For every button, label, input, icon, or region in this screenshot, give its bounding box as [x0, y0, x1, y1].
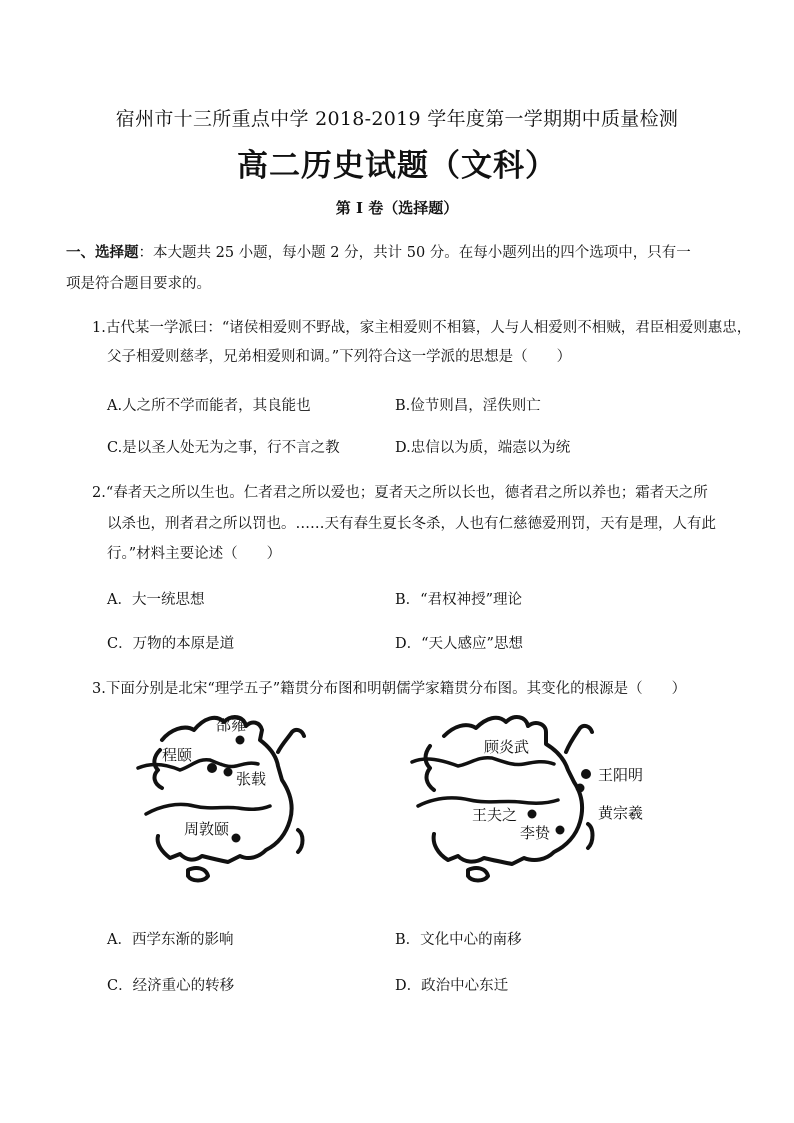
left-map-taiwan	[298, 830, 303, 852]
left-map-label-cheng-yi: 程颐	[162, 746, 193, 764]
right-map-marker	[576, 784, 585, 793]
left-map-label-zhou-dunyi: 周敦颐	[184, 820, 230, 838]
section-intro-line1: ：本大题共 25 小题，每小题 2 分，共计 50 分。在每小题列出的四个选项中，只有一	[138, 245, 691, 261]
left-map-marker	[232, 834, 241, 843]
right-map-label-gu-yanwu: 顾炎武	[484, 738, 530, 756]
q2-stem-line2: 以杀也，刑者君之所以罚也。……天有春生夏长冬杀，人也有仁慈德爱刑罚，天有是理，人有此	[107, 516, 716, 532]
right-map-coastline	[566, 726, 592, 752]
q1-option-b: B.俭节则昌，淫佚则亡	[395, 398, 541, 414]
left-map-coastline	[154, 750, 162, 788]
section-volume-title: 第 I 卷（选择题）	[335, 199, 459, 217]
school-exam-line: 宿州市十三所重点中学 2018-2019 学年度第一学期期中质量检测	[115, 108, 679, 130]
right-map-label-wang-yangming: 王阳明	[598, 766, 644, 784]
right-map-label-li-zhi: 李贽	[520, 824, 551, 842]
q2-option-d: D．“天人感应”思想	[395, 636, 523, 652]
q1-stem-line2: 父子相爱则慈孝，兄弟相爱则和调。”下列符合这一学派的思想是（ ）	[107, 349, 572, 365]
left-map-yangtze-river	[146, 804, 270, 814]
right-map-marker	[556, 826, 565, 835]
q1-option-a: A.人之所不学而能者，其良能也	[107, 398, 311, 414]
left-map-marker	[224, 768, 233, 777]
right-map-taiwan	[588, 824, 593, 848]
northern-song-masters-map	[132, 710, 322, 890]
page-title: 高二历史试题（文科）	[237, 148, 557, 184]
q2-option-b: B．“君权神授”理论	[395, 592, 522, 608]
right-map-yellow-river	[412, 758, 554, 766]
left-map-coastline	[278, 730, 304, 752]
q3-option-d: D．政治中心东迁	[395, 978, 509, 994]
left-map-marker	[207, 763, 217, 773]
right-map-hainan	[468, 868, 488, 881]
right-map-yangtze-river	[418, 798, 558, 806]
q2-stem-line1: 2.“春者天之所以生也。仁者君之所以爱也；夏者天之所以长也，德者君之所以养也；霜者天之所	[92, 485, 708, 501]
q2-stem-line3: 行。”材料主要论述（ ）	[107, 546, 282, 562]
q2-option-c: C．万物的本原是道	[107, 636, 235, 652]
section-heading: 一、选择题	[66, 244, 139, 261]
q3-option-b: B．文化中心的南移	[395, 932, 522, 948]
q1-stem-line1: 1.古代某一学派曰：“诸侯相爱则不野战，家主相爱则不相篡，人与人相爱则不相贼，君臣相爱则惠忠，	[92, 320, 752, 336]
left-map-hainan	[188, 868, 208, 881]
right-map-marker	[581, 769, 591, 779]
q3-option-a: A．西学东渐的影响	[107, 932, 234, 948]
right-map-coastline	[426, 746, 435, 790]
right-map-label-huang-zongxi: 黄宗羲	[598, 804, 644, 822]
left-map-marker	[236, 736, 245, 745]
left-map-label-zhang-zai: 张载	[236, 770, 267, 788]
q2-option-a: A．大一统思想	[107, 592, 205, 608]
ming-confucians-map	[408, 710, 658, 890]
q1-option-c: C.是以圣人处无为之事，行不言之教	[107, 440, 340, 456]
section-intro-line2: 项是符合题目要求的。	[66, 276, 211, 292]
right-map-marker	[528, 810, 537, 819]
q3-option-c: C．经济重心的转移	[107, 978, 235, 994]
right-map-label-wang-fuzhi: 王夫之	[472, 806, 518, 824]
section-intro	[66, 243, 691, 263]
left-map-label-shao-yong: 邵雍	[216, 716, 247, 734]
q1-option-d: D.忠信以为质，端悫以为统	[395, 440, 571, 456]
left-map-coastline	[158, 717, 292, 862]
q3-stem-line1: 3.下面分别是北宋“理学五子”籍贯分布图和明朝儒学家籍贯分布图。其变化的根源是（ ）	[92, 681, 687, 697]
